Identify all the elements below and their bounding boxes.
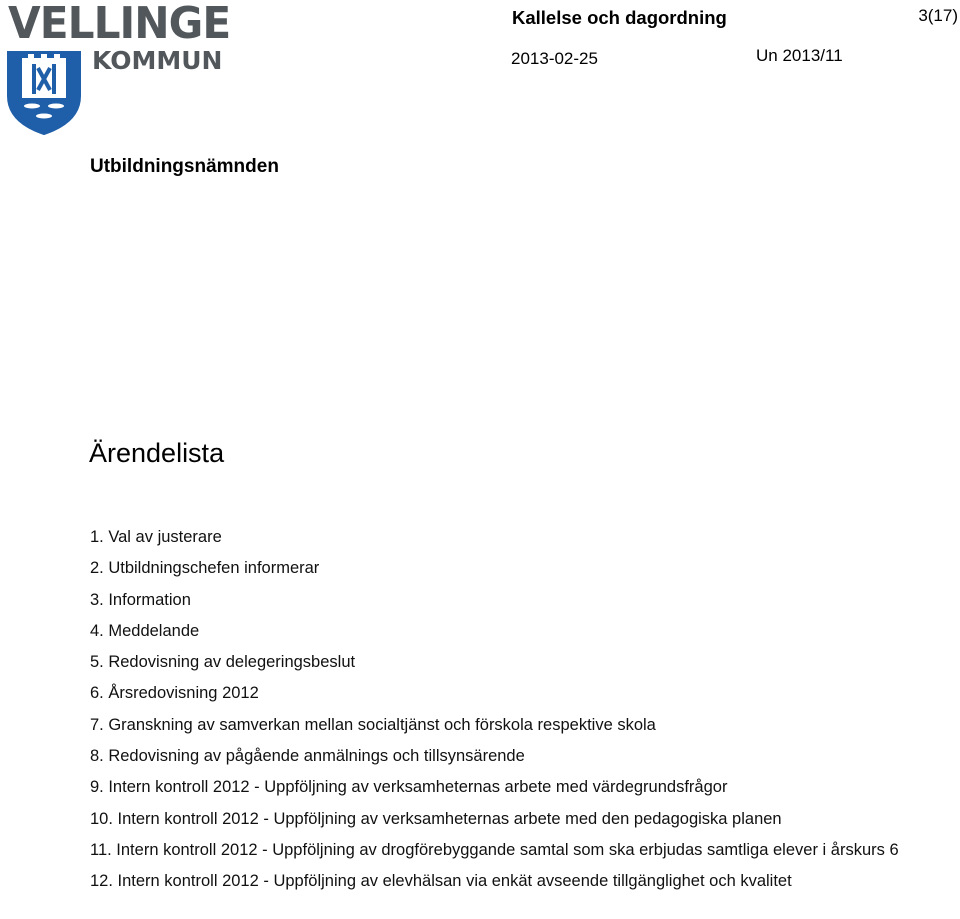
agenda-item: 11. Intern kontroll 2012 - Uppföljning av drogförebyggande samtal som ska erbjudas samtliga elever i årskurs 6 [90,840,899,859]
agenda-item: 8. Redovisning av pågående anmälnings och tillsynsärende [90,747,525,766]
vellinge-kommun-logo [4,0,231,134]
agenda-item: 12. Intern kontroll 2012 - Uppföljning av elevhälsan via enkät avseende tillgänglighet och kvalitet [90,872,792,891]
agenda-item: 6. Årsredovisning 2012 [90,684,259,703]
agenda-item: 4. Meddelande [90,621,200,640]
document-reference: Un 2013/11 [756,46,843,65]
agenda-list [90,522,950,898]
agenda-item: 10. Intern kontroll 2012 - Uppföljning av verksamheternas arbete med den pedagogiska planen [90,809,782,828]
committee-name: Utbildningsnämnden [90,156,279,177]
page-number: 3(17) [918,6,958,25]
agenda-item: 5. Redovisning av delegeringsbeslut [90,653,356,672]
document-title: Kallelse och dagordning [512,7,727,28]
logo-wordmark-kommun: KOMMUN [92,46,223,75]
document-date: 2013-02-25 [511,49,598,68]
agenda-item: 2. Utbildningschefen informerar [90,559,320,578]
agenda-item: 9. Intern kontroll 2012 - Uppföljning av verksamheternas arbete med värdegrundsfrågor [90,778,728,797]
agenda-item: 1. Val av justerare [90,528,222,546]
coat-of-arms-icon [4,44,84,136]
agenda-item: 3. Information [90,590,191,609]
agenda-item: 7. Granskning av samverkan mellan socialtjänst och förskola respektive skola [90,715,656,734]
section-title: Ärendelista [89,438,225,468]
logo-wordmark-vellinge: VELLINGE [8,0,231,49]
